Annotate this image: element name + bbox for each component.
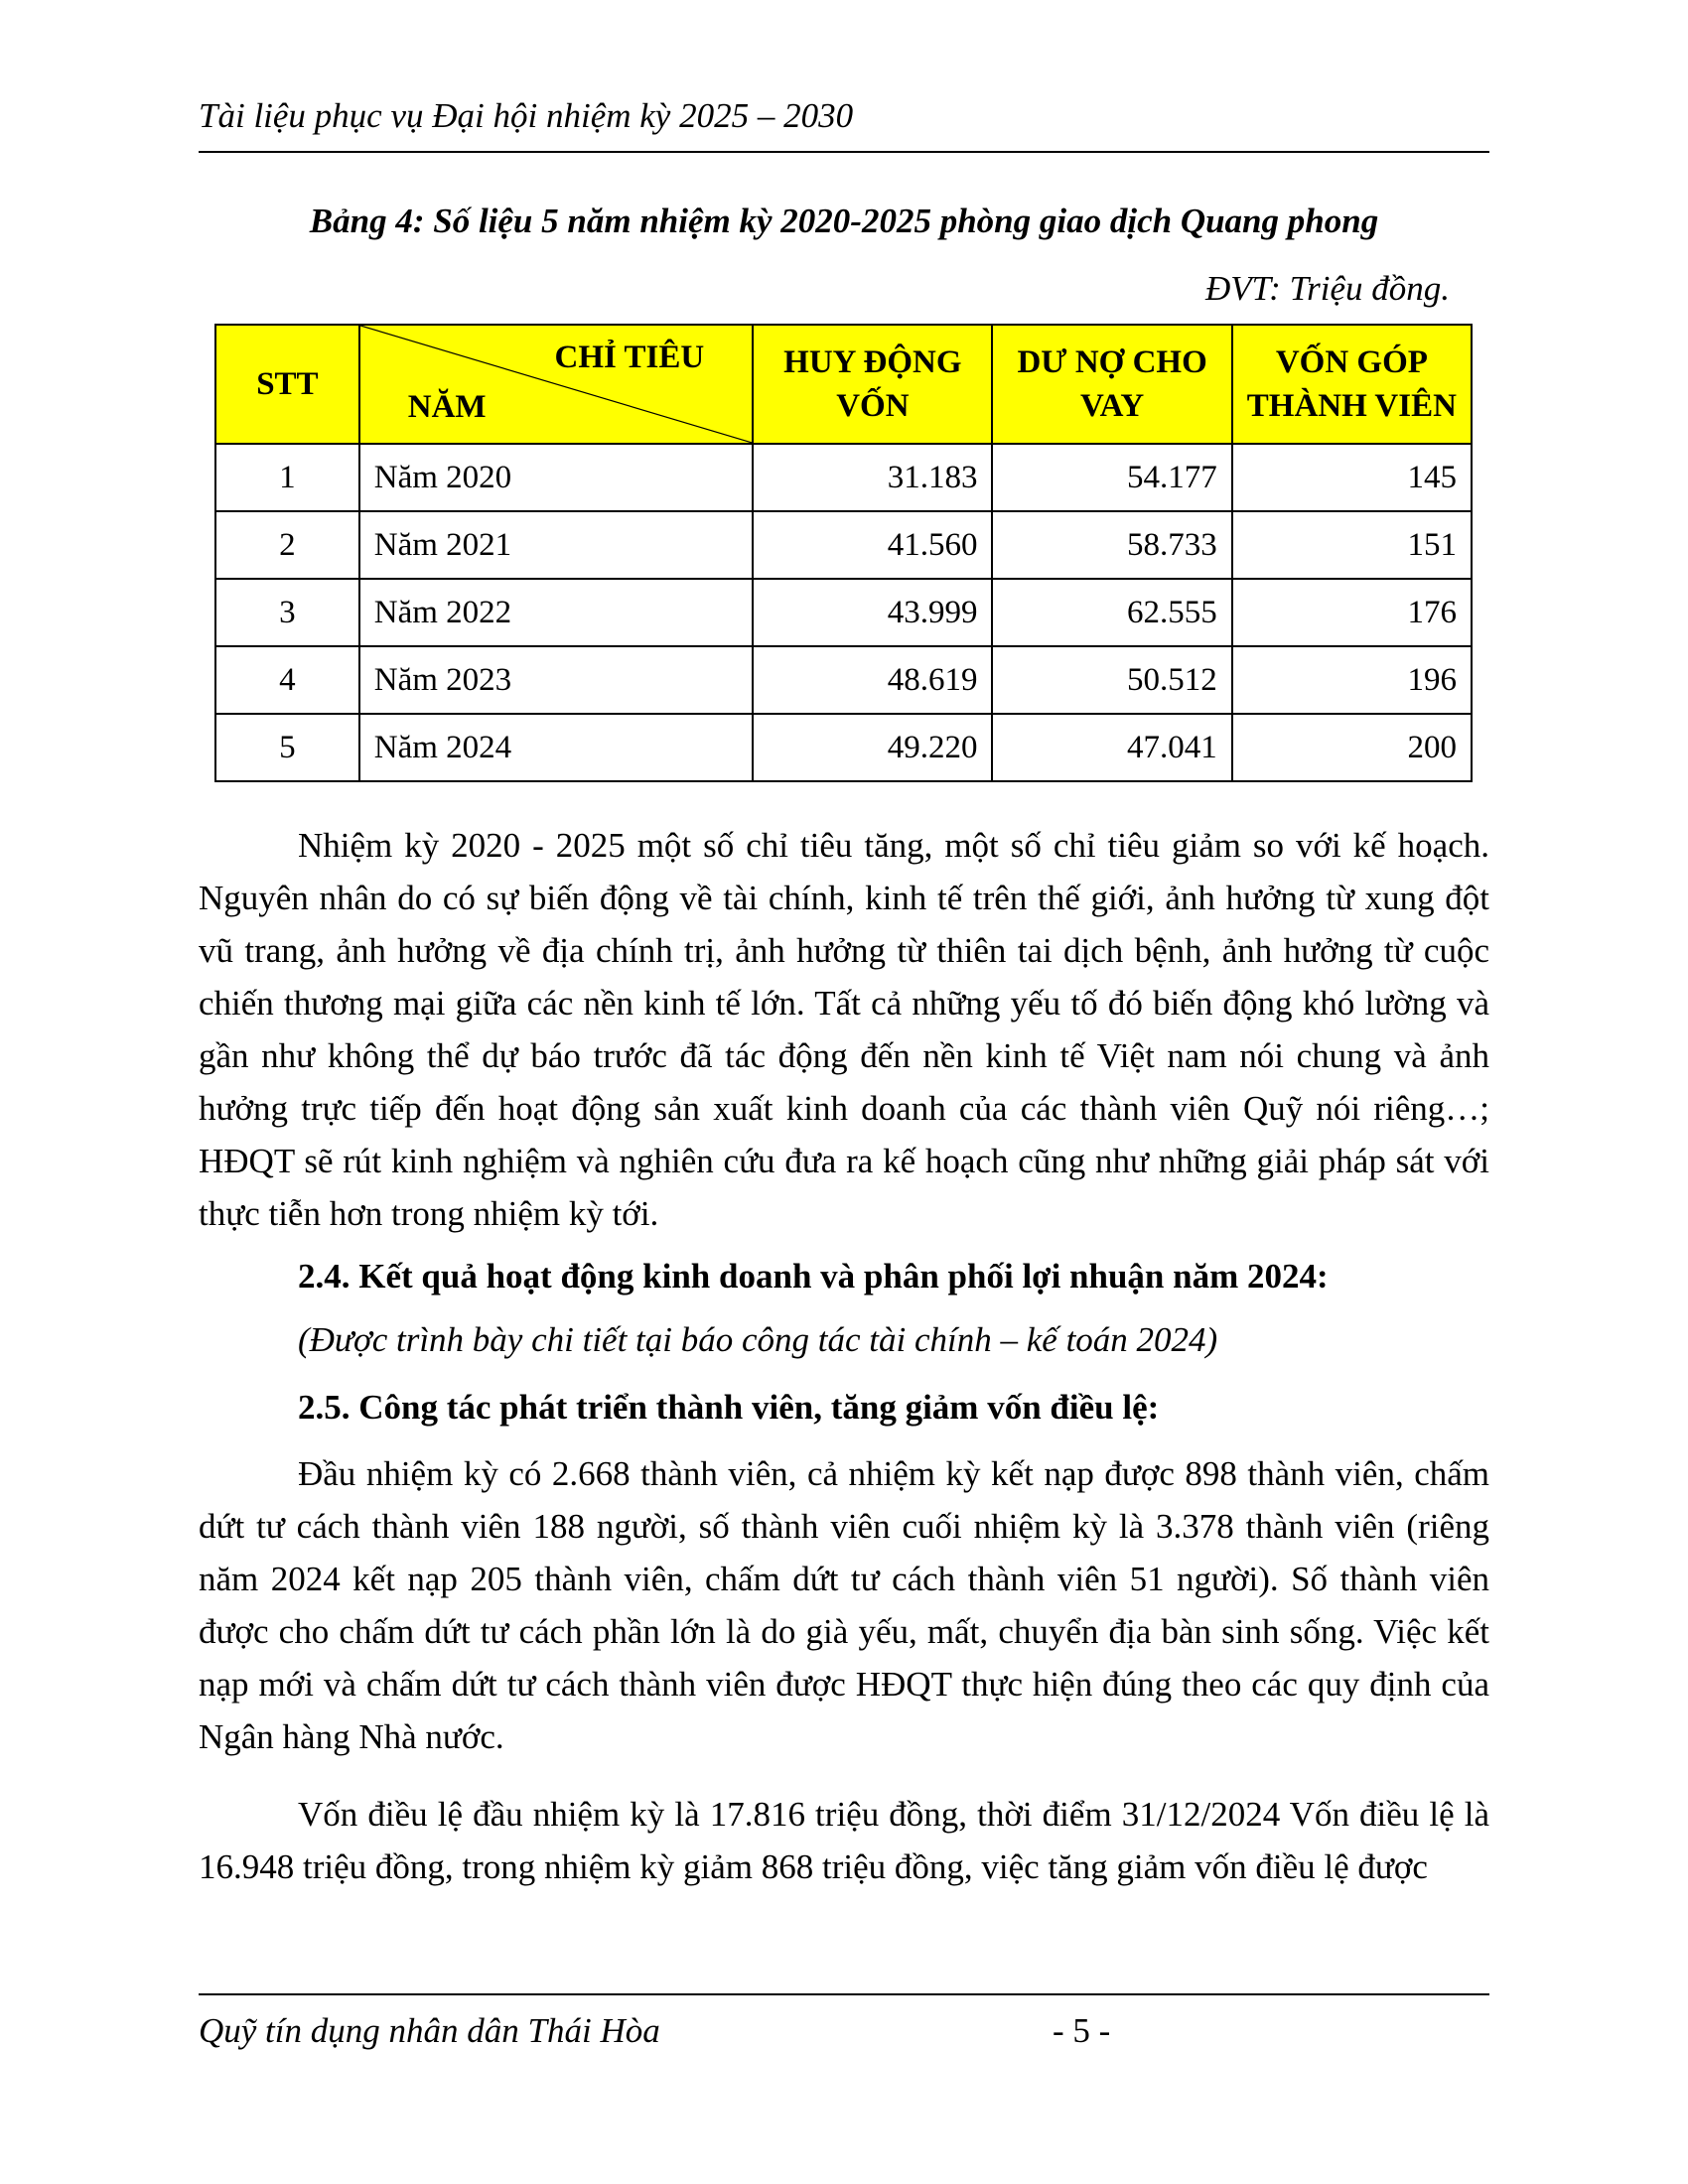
cell-von-gop: 200 [1232, 714, 1472, 781]
paragraph-term-summary: Nhiệm kỳ 2020 - 2025 một số chỉ tiêu tăng, một số chỉ tiêu giảm so với kế hoạch. Nguyên nhân do có sự biến động về tài chính, kinh tế trên thế giới, ảnh hưởng từ xung đột vũ trang, ảnh hưởng về địa chính trị, ảnh hưởng từ thiên tai dịch bệnh, ảnh hưởng từ cuộc chiến thương mại giữa các nền kinh tế lớn. Tất cả những yếu tố đó biến động khó lường và gần như không thể dự báo trước đã tác động đến nền kinh tế Việt nam nói chung và ảnh hưởng trực tiếp đến hoạt động sản xuất kinh doanh của các thành viên Quỹ nói riêng…; HĐQT sẽ rút kinh nghiệm và nghiên cứu đưa ra kế hoạch cũng như những giải pháp sát với thực tiễn hơn trong nhiệm kỳ tới. [199, 826, 1489, 1233]
cell-huy-dong: 49.220 [753, 714, 992, 781]
cell-du-no: 62.555 [992, 579, 1231, 646]
cell-du-no: 50.512 [992, 646, 1231, 714]
table-header-row [215, 325, 1472, 444]
cell-stt: 3 [215, 579, 359, 646]
section-heading-2-4: 2.4. Kết quả hoạt động kinh doanh và phân phối lợi nhuận năm 2024: [298, 1257, 1329, 1296]
cell-year: Năm 2021 [359, 511, 753, 579]
header-stt: STT [215, 325, 359, 444]
cell-von-gop: 196 [1232, 646, 1472, 714]
table-row [215, 444, 1472, 511]
cell-du-no: 47.041 [992, 714, 1231, 781]
paragraph-capital: Vốn điều lệ đầu nhiệm kỳ là 17.816 triệu đồng, thời điểm 31/12/2024 Vốn điều lệ là 16.948 triệu đồng, trong nhiệm kỳ giảm 868 triệu đồng, việc tăng giảm vốn điều lệ được [199, 1795, 1489, 1886]
header-du-no-cho-vay: DƯ NỢ CHO VAY [992, 325, 1231, 444]
cell-huy-dong: 48.619 [753, 646, 992, 714]
cell-von-gop: 151 [1232, 511, 1472, 579]
cell-huy-dong: 41.560 [753, 511, 992, 579]
cell-von-gop: 145 [1232, 444, 1472, 511]
cell-du-no: 54.177 [992, 444, 1231, 511]
page-header-title: Tài liệu phục vụ Đại hội nhiệm kỳ 2025 – 2030 [199, 96, 854, 135]
table-row [215, 579, 1472, 646]
cell-stt: 2 [215, 511, 359, 579]
cell-huy-dong: 43.999 [753, 579, 992, 646]
cell-stt: 4 [215, 646, 359, 714]
table-row [215, 511, 1472, 579]
header-chi-tieu: CHỈ TIÊU [554, 340, 705, 375]
cell-year: Năm 2022 [359, 579, 753, 646]
footer-divider [199, 1993, 1489, 1995]
unit-note: ĐVT: Triệu đồng. [1204, 269, 1450, 308]
cell-huy-dong: 31.183 [753, 444, 992, 511]
table-caption: Bảng 4: Số liệu 5 năm nhiệm kỳ 2020-2025 phòng giao dịch Quang phong [309, 202, 1379, 240]
section-heading-2-5: 2.5. Công tác phát triển thành viên, tăng giảm vốn điều lệ: [298, 1388, 1160, 1427]
cell-du-no: 58.733 [992, 511, 1231, 579]
cell-von-gop: 176 [1232, 579, 1472, 646]
header-diagonal-cell [359, 325, 753, 444]
table-row [215, 646, 1472, 714]
header-huy-dong-von: HUY ĐỘNG VỐN [753, 325, 992, 444]
cell-stt: 5 [215, 714, 359, 781]
header-nam: NĂM [407, 389, 487, 425]
header-divider [199, 151, 1489, 153]
data-table [214, 324, 1473, 782]
cell-year: Năm 2023 [359, 646, 753, 714]
cell-year: Năm 2020 [359, 444, 753, 511]
table-row [215, 714, 1472, 781]
footer-org-name: Quỹ tín dụng nhân dân Thái Hòa [199, 2011, 660, 2050]
paragraph-members: Đầu nhiệm kỳ có 2.668 thành viên, cả nhiệm kỳ kết nạp được 898 thành viên, chấm dứt tư cách thành viên 188 người, số thành viên cuối nhiệm kỳ là 3.378 thành viên (riêng năm 2024 kết nạp 205 thành viên, chấm dứt tư cách thành viên 51 người). Số thành viên được cho chấm dứt tư cách phần lớn là do già yếu, mất, chuyển địa bàn sinh sống. Việc kết nạp mới và chấm dứt tư cách thành viên được HĐQT thực hiện đúng theo các quy định của Ngân hàng Nhà nước. [199, 1454, 1489, 1756]
page-number: - 5 - [1053, 2011, 1111, 2050]
section-note-2-4: (Được trình bày chi tiết tại báo công tác tài chính – kế toán 2024) [298, 1320, 1218, 1359]
cell-stt: 1 [215, 444, 359, 511]
cell-year: Năm 2024 [359, 714, 753, 781]
header-von-gop-thanh-vien: VỐN GÓP THÀNH VIÊN [1232, 325, 1472, 444]
